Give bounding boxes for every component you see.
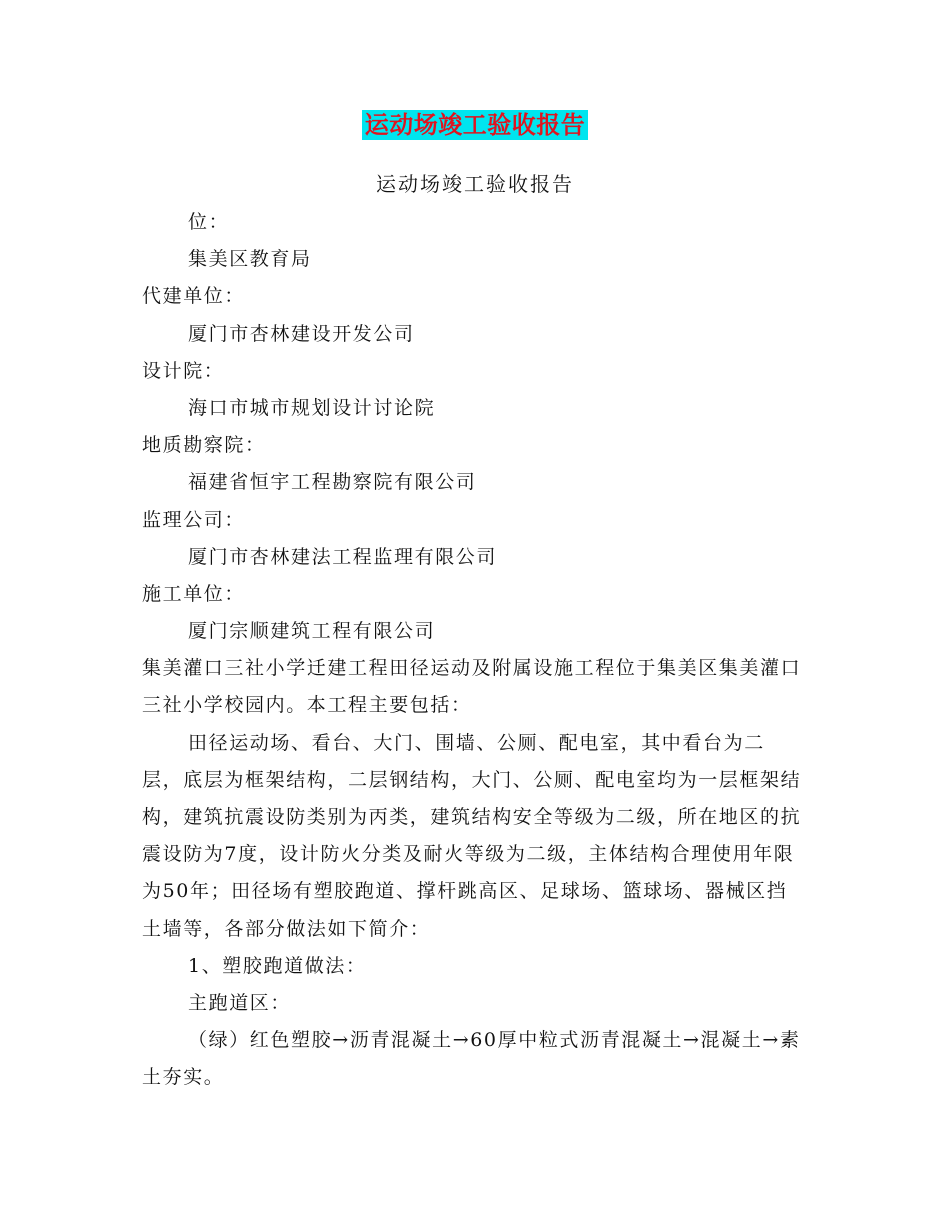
main-title: 运动场竣工验收报告: [362, 110, 589, 140]
survey-institute-label: 地质勘察院：: [142, 434, 266, 457]
project-intro-paragraph: 集美灌口三社小学迁建工程田径运动及附属设施工程位于集美区集美灌口三社小学校园内。本工程主要包括：: [142, 657, 802, 717]
body-text: [142, 204, 804, 1097]
unit-value: 集美区教育局: [188, 248, 312, 271]
agent-unit-value: 厦门市杏林建设开发公司: [188, 322, 415, 345]
design-institute-label: 设计院：: [142, 359, 225, 382]
project-scope-paragraph: 田径运动场、看台、大门、围墙、公厕、配电室，其中看台为二层，底层为框架结构，二层钢结构，大门、公厕、配电室均为一层框架结构，建筑抗震设防类别为丙类，建筑结构安全等级为二级，所在地区的抗震设防为7度，设计防火分类及耐火等级为二级，主体结构合理使用年限为50年；田径场有塑胶跑道、撑杆跳高区、足球场、篮球场、器械区挡土墙等，各部分做法如下简介：: [142, 731, 802, 940]
main-title-container: [0, 110, 950, 140]
item-1-heading: 1、塑胶跑道做法：: [188, 954, 367, 977]
track-layers-paragraph: （绿）红色塑胶→沥青混凝土→60厚中粒式沥青混凝土→混凝土→素土夯实。: [142, 1029, 801, 1089]
supervision-company-value: 厦门市杏林建法工程监理有限公司: [188, 545, 498, 568]
construction-unit-label: 施工单位：: [142, 582, 246, 605]
unit-label: 位：: [188, 211, 230, 233]
subtitle: 运动场竣工验收报告: [376, 172, 574, 196]
agent-unit-label: 代建单位：: [142, 285, 246, 308]
main-track-heading: 主跑道区：: [188, 992, 292, 1015]
design-institute-value: 海口市城市规划设计讨论院: [188, 396, 436, 419]
survey-institute-value: 福建省恒宇工程勘察院有限公司: [188, 471, 477, 494]
construction-unit-value: 厦门宗顺建筑工程有限公司: [188, 620, 436, 643]
supervision-company-label: 监理公司：: [142, 508, 246, 531]
